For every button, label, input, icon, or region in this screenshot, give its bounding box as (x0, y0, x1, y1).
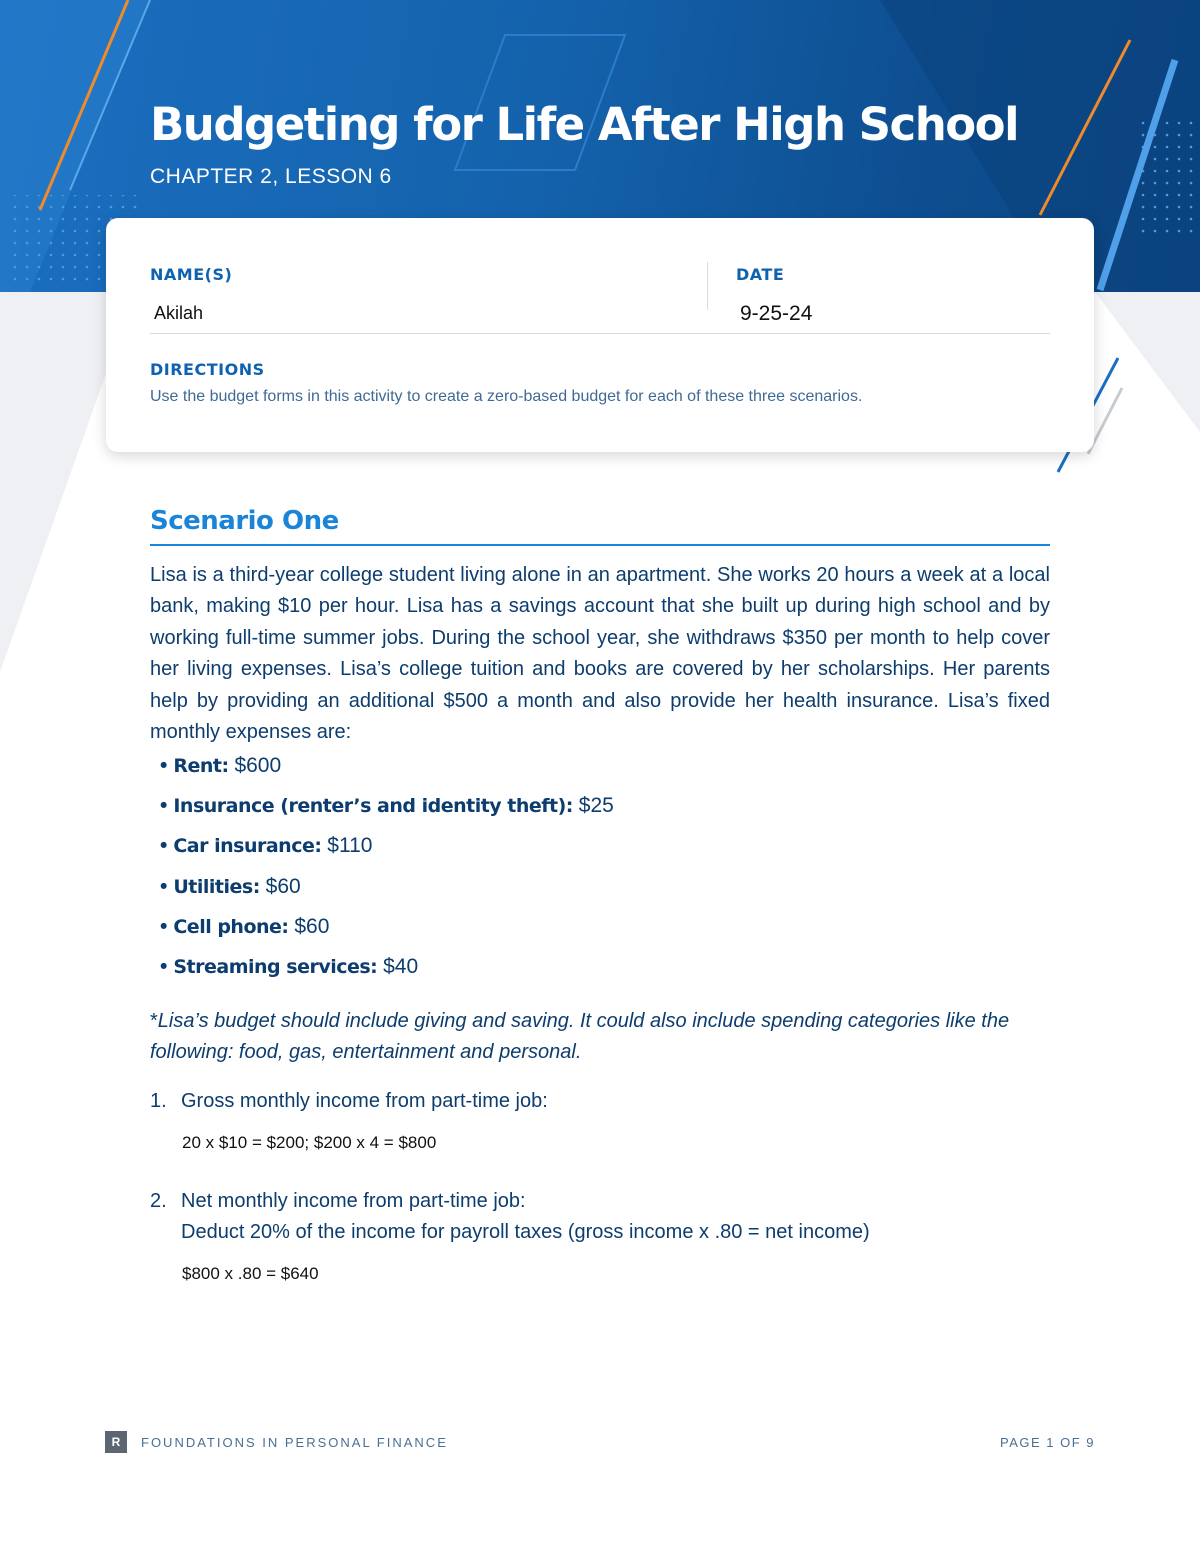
expense-label: Insurance (renter’s and identity theft): (173, 795, 573, 818)
expense-amount: $25 (578, 794, 614, 818)
list-item (160, 955, 614, 995)
name-field[interactable]: Akilah (154, 303, 204, 323)
bullet-icon: • (160, 794, 168, 818)
budget-note (150, 1006, 1050, 1068)
page-title: Budgeting for Life After High School (150, 98, 1019, 151)
student-info-card (106, 218, 1094, 452)
expense-amount: $40 (383, 954, 419, 978)
expense-label: Car insurance: (173, 835, 322, 858)
answer-2-field[interactable]: $800 x .80 = $640 (182, 1264, 319, 1283)
scenario-title: Scenario One (150, 506, 339, 536)
note-asterisk: * (150, 1010, 158, 1032)
question-2 (0, 1190, 1200, 1260)
name-label: NAME(S) (150, 265, 233, 284)
footer-page-number: PAGE 1 OF 9 (999, 1435, 1095, 1450)
footer-course-name: FOUNDATIONS IN PERSONAL FINANCE (141, 1435, 448, 1450)
date-label: DATE (736, 265, 785, 284)
expense-list (160, 754, 614, 995)
bullet-icon: • (160, 874, 168, 898)
list-item (160, 834, 614, 874)
bullet-icon: • (160, 834, 168, 858)
bullet-icon: • (160, 914, 168, 938)
date-field[interactable]: 9-25-24 (740, 302, 813, 325)
expense-amount: $600 (234, 754, 282, 777)
bullet-icon: • (160, 754, 168, 777)
question-number: 2. (150, 1190, 167, 1212)
answer-1-field[interactable]: 20 x $10 = $200; $200 x 4 = $800 (182, 1133, 437, 1152)
list-item (160, 754, 614, 794)
card-horizontal-divider (150, 333, 1050, 334)
note-text: Lisa’s budget should include giving and saving. It could also include spending categories like the following: food, gas, entertainment and personal. (150, 1010, 1010, 1063)
expense-label: Rent: (173, 755, 229, 777)
question-text: Net monthly income from part-time job: (181, 1190, 526, 1212)
list-item (160, 915, 614, 955)
expense-label: Cell phone: (173, 915, 289, 938)
bullet-icon: • (160, 954, 168, 978)
expense-label: Streaming services: (173, 955, 378, 978)
ramsey-logo-icon: R (105, 1431, 127, 1453)
question-text: Gross monthly income from part-time job: (181, 1090, 548, 1112)
question-number: 1. (150, 1090, 167, 1112)
question-subtext: Deduct 20% of the income for payroll taxes (gross income x .80 = net income) (181, 1221, 870, 1243)
card-vertical-divider (707, 262, 708, 310)
expense-label: Utilities: (173, 875, 260, 898)
directions-text: Use the budget forms in this activity to create a zero-based budget for each of these three scenarios. (150, 388, 863, 405)
directions-label: DIRECTIONS (150, 360, 265, 379)
scenario-paragraph: Lisa is a third-year college student living alone in an apartment. She works 20 hours a week at a local bank, making $10 per hour. Lisa has a savings account that she built up during high school and by working full-time summer jobs. During the school year, she withdraws $350 per month to help cover her living expenses. Lisa’s college tuition and books are covered by her scholarships. Her parents help by providing an additional $500 a month and also provide her health insurance. Lisa’s fixed monthly expenses are: (150, 564, 1050, 744)
list-item (160, 794, 614, 834)
list-item (160, 875, 614, 915)
expense-amount: $60 (265, 874, 301, 898)
expense-amount: $60 (294, 914, 330, 938)
chapter-lesson-subtitle: CHAPTER 2, LESSON 6 (150, 165, 392, 188)
expense-amount: $110 (327, 834, 373, 858)
scenario-divider (150, 544, 1050, 546)
